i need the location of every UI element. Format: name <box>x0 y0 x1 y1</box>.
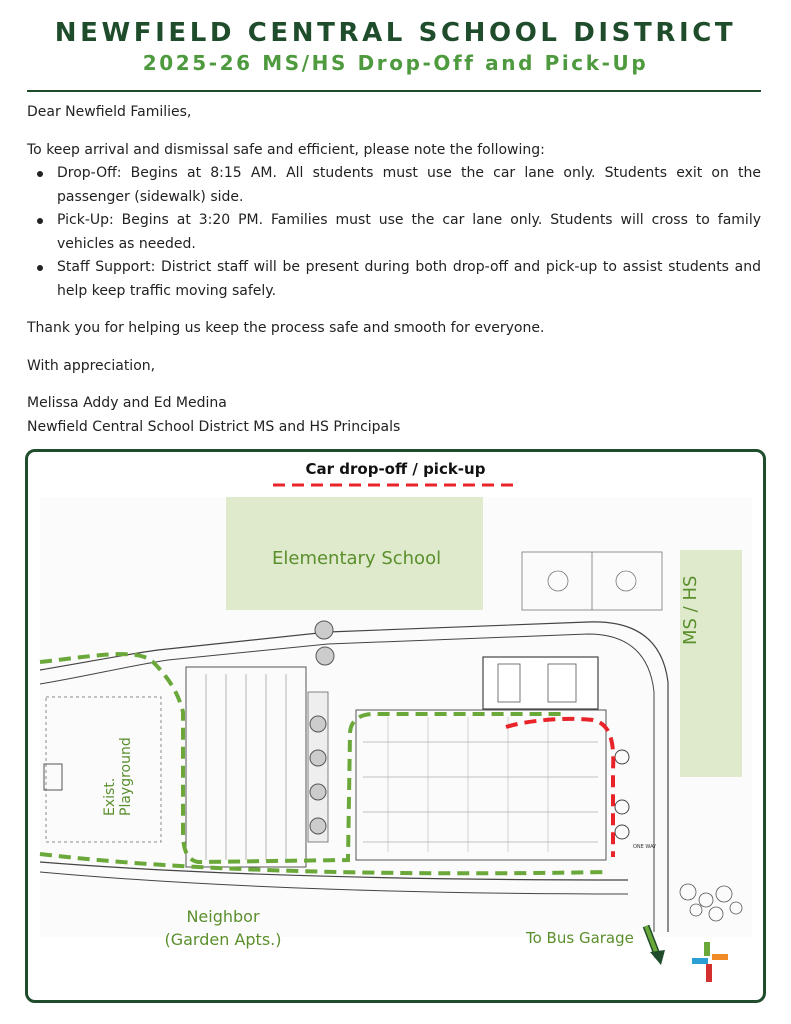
center-building <box>483 657 598 709</box>
neighbor-label <box>158 905 288 951</box>
letter-intro: To keep arrival and dismissal safe and efficient, please note the following: <box>27 141 545 158</box>
list-item-staff-support: Staff Support: District staff will be present during both drop-off and pick-up to assist students and help keep traffic moving safely. <box>27 256 761 303</box>
playground-label: Exist. Playground <box>102 737 134 816</box>
neighbor-label-line2: (Garden Apts.) <box>164 930 282 949</box>
one-way-marker: ONE WAY <box>633 844 657 850</box>
legend-label: Car drop-off / pick-up <box>305 460 486 478</box>
elementary-school-label: Elementary School <box>272 548 442 569</box>
page-subtitle: 2025-26 MS/HS Drop-Off and Pick-Up <box>142 51 649 75</box>
signature-names: Melissa Addy and Ed Medina <box>27 395 227 411</box>
header-divider <box>27 90 761 92</box>
bus-garage-label: To Bus Garage <box>526 929 634 947</box>
district-logo <box>692 942 728 982</box>
list-item-drop-off: Drop-Off: Begins at 8:15 AM. All students must use the car lane only. Students exit on the passenger (sidewalk) side. <box>27 162 761 209</box>
site-plan-drawing <box>28 452 763 1000</box>
neighbor-label-line1: Neighbor <box>186 907 260 926</box>
letter-greeting: Dear Newfield Families, <box>27 104 192 120</box>
instructions-list <box>27 162 761 303</box>
letter-closing: With appreciation, <box>27 357 156 374</box>
ms-hs-label: MS / HS <box>680 575 701 645</box>
arrow-head <box>650 950 665 965</box>
list-item-pick-up: Pick-Up: Begins at 3:20 PM. Families must use the car lane only. Students will cross to family vehicles as needed. <box>27 209 761 256</box>
site-map <box>25 449 766 1003</box>
signature-title: Newfield Central School District MS and HS Principals <box>27 418 401 435</box>
letter-thanks: Thank you for helping us keep the process safe and smooth for everyone. <box>27 320 545 336</box>
page-title: NEWFIELD CENTRAL SCHOOL DISTRICT <box>54 18 737 48</box>
letter-body <box>27 101 761 439</box>
